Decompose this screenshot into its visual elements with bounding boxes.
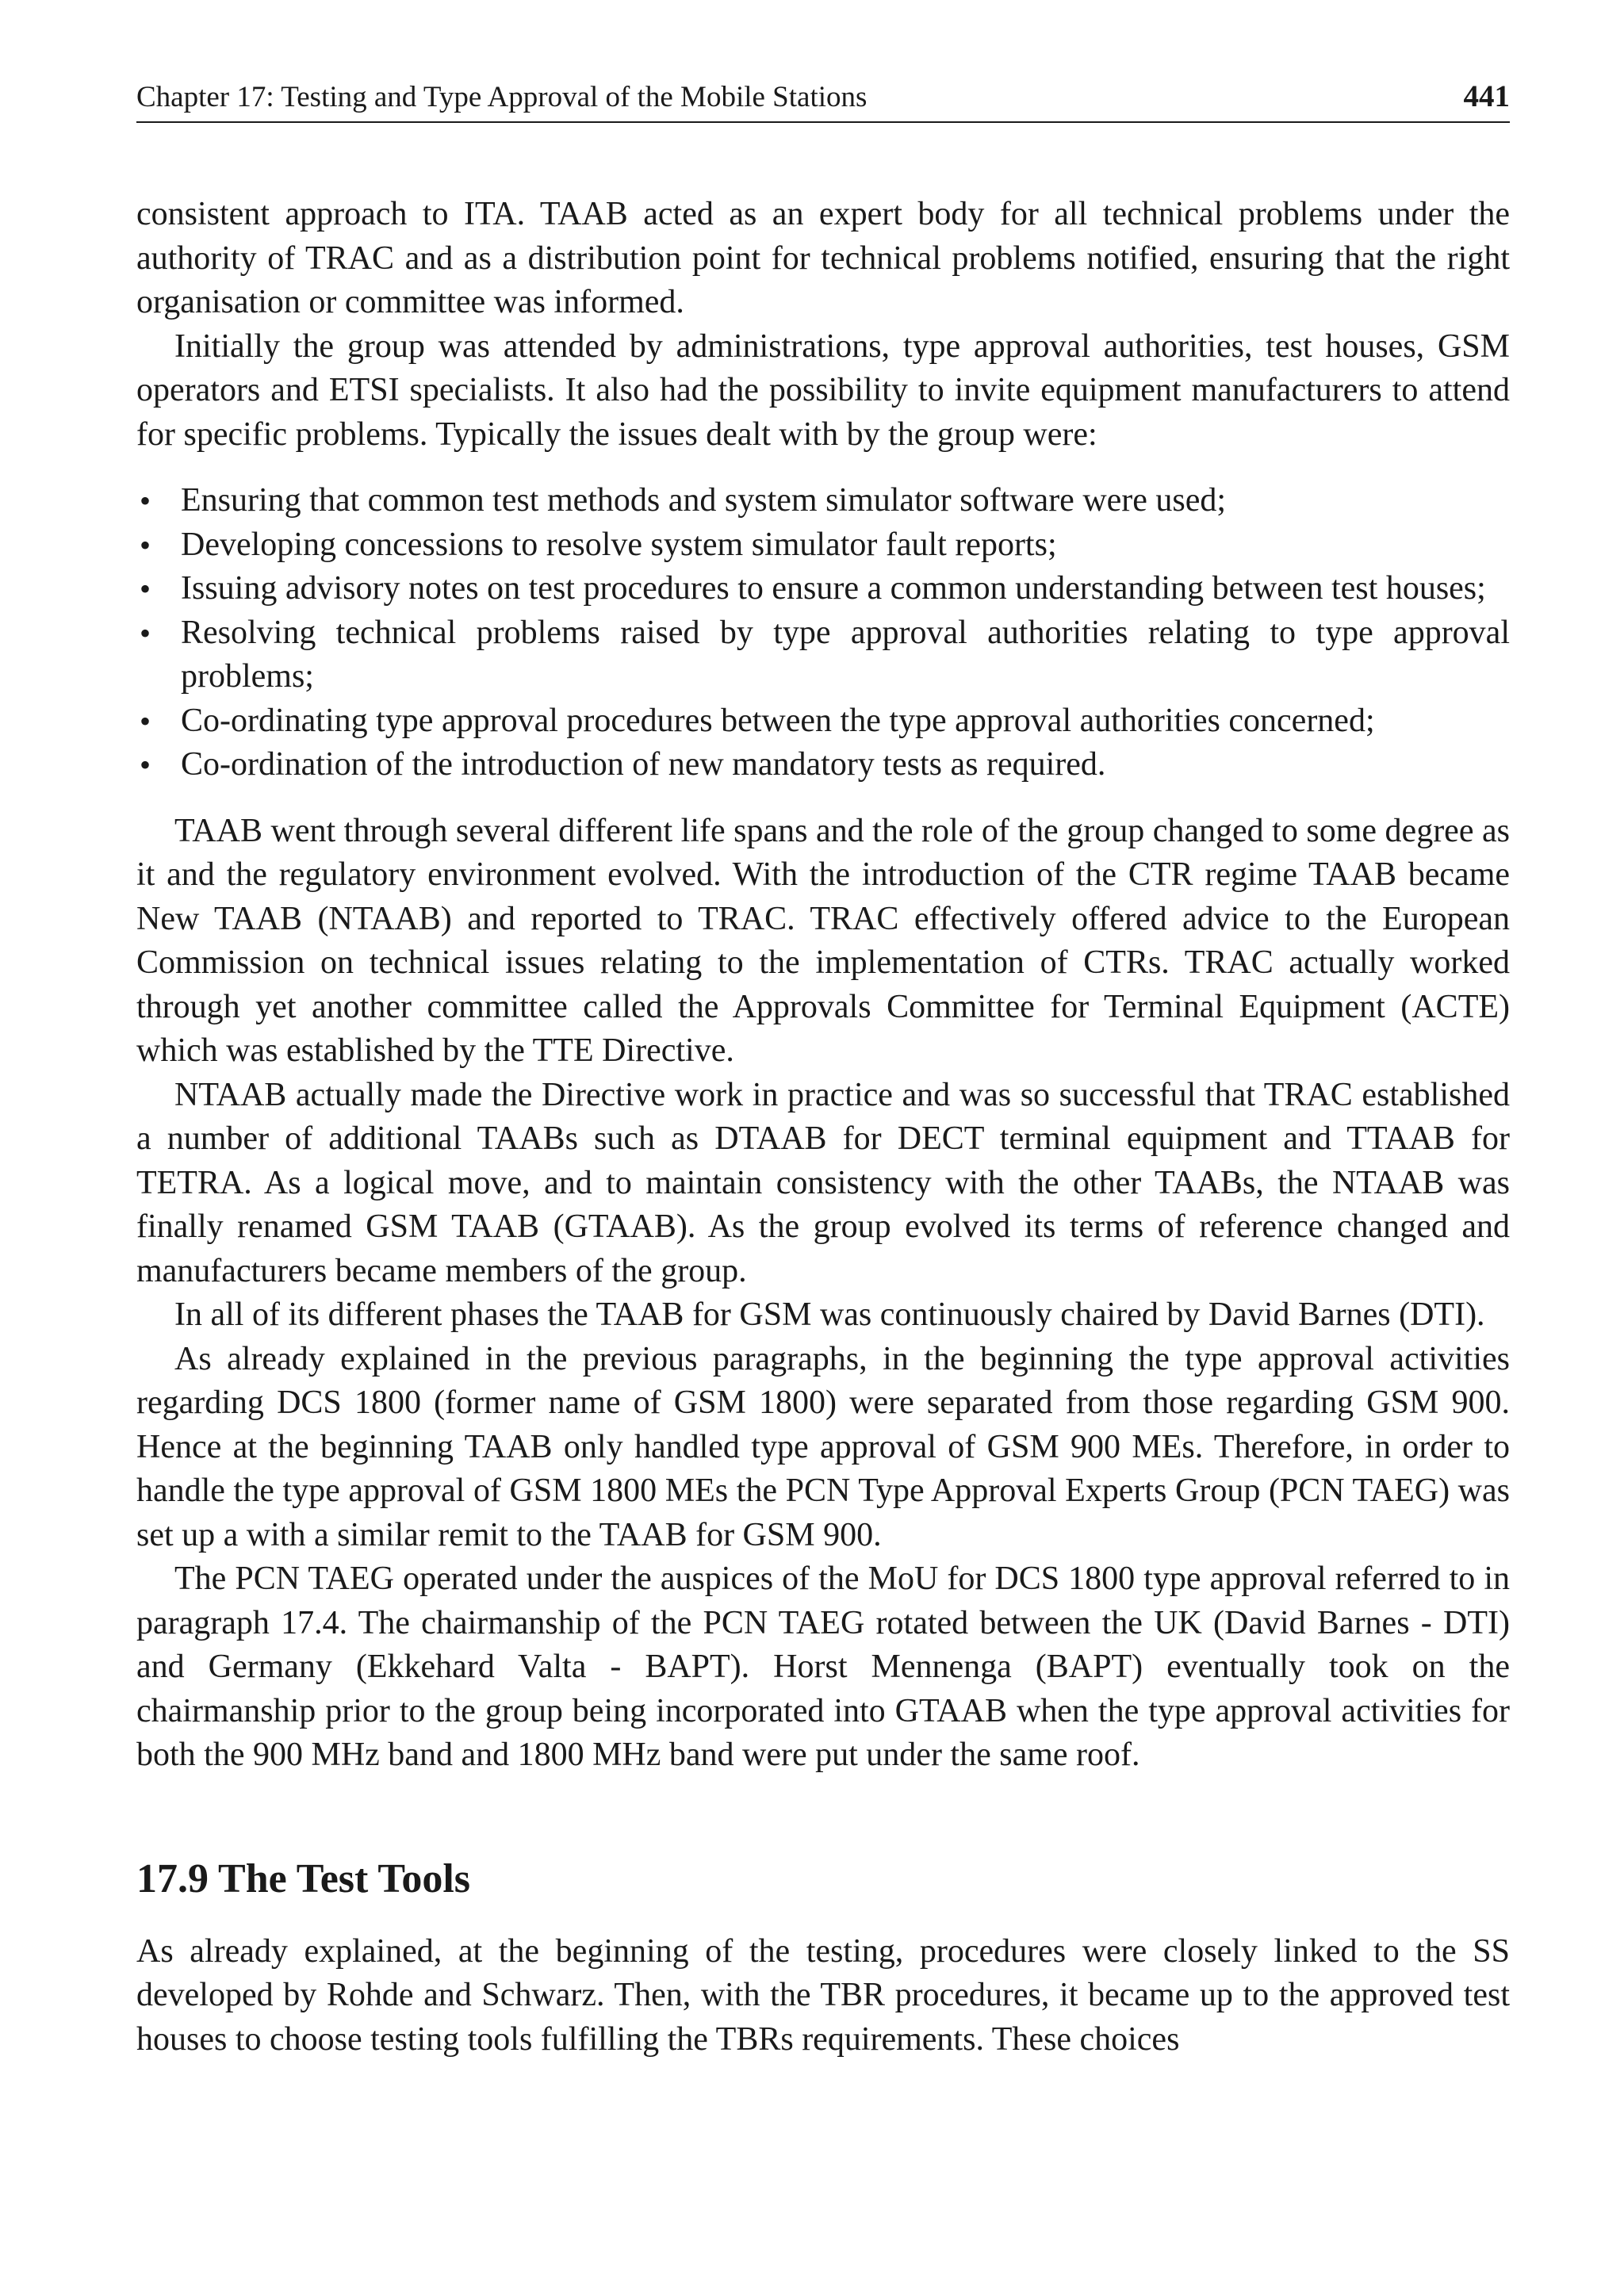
section-heading: 17.9 The Test Tools: [136, 1855, 471, 1901]
paragraph: In all of its different phases the TAAB for GSM was continuously chaired by David Barnes (DTI).: [174, 1296, 1485, 1333]
issues-list: [136, 479, 1510, 787]
paragraph: consistent approach to ITA. TAAB acted as an expert body for all technical problems under the authority of TRAC and as a distribution point for technical problems notified, ensuring that the right organisation or committee was informed.: [136, 196, 1510, 320]
bullet-icon: •: [140, 615, 151, 651]
paragraph: The PCN TAEG operated under the auspices of the MoU for DCS 1800 type approval referred to in paragraph 17.4. The chairmanship of the PCN TAEG rotated between the UK (David Barnes - DTI) and Germany (Ekkehard Valta - BAPT). Horst Mennenga (BAPT) eventually took on the chairmanship prior to the group being incorporated into GTAAB when the type approval activities for both the 900 MHz band and 1800 MHz band were put under the same roof.: [136, 1560, 1510, 1773]
bullet-icon: •: [140, 747, 151, 783]
list-item: • Issuing advisory notes on test procedures to ensure a common understanding between test houses;: [136, 567, 1510, 611]
paragraph: NTAAB actually made the Directive work in practice and was so successful that TRAC established a number of additional TAABs such as DTAAB for DECT terminal equipment and TTAAB for TETRA. As a logical move, and to maintain consistency with the other TAABs, the NTAAB was finally renamed GSM TAAB (GTAAB). As the group evolved its terms of reference changed and manufacturers became members of the group.: [136, 1076, 1510, 1289]
page-number: 441: [1463, 79, 1510, 113]
list-item: • Co-ordination of the introduction of new mandatory tests as required.: [136, 743, 1510, 787]
bullet-icon: •: [140, 527, 151, 563]
book-page: [136, 79, 1510, 2062]
chapter-title: Chapter 17: Testing and Type Approval of the Mobile Stations: [136, 81, 868, 113]
paragraph: TAAB went through several different life spans and the role of the group changed to some degree as it and the regulatory environment evolved. With the introduction of the CTR regime TAAB became New TAAB (NTAAB) and reported to TRAC. TRAC effectively offered advice to the European Commission on technical issues relating to the implementation of CTRs. TRAC actually worked through yet another committee called the Approvals Committee for Terminal Equipment (ACTE) which was established by the TTE Directive.: [136, 812, 1510, 1069]
running-header: [136, 79, 1510, 123]
bullet-icon: •: [140, 571, 151, 607]
bullet-icon: •: [140, 703, 151, 739]
paragraph: As already explained in the previous paragraphs, in the beginning the type approval activities regarding DCS 1800 (former name of GSM 1800) were separated from those regarding GSM 900. Hence at the beginning TAAB only handled type approval of GSM 900 MEs. Therefore, in order to handle the type approval of GSM 1800 MEs the PCN Type Approval Experts Group (PCN TAEG) was set up a with a similar remit to the TAAB for GSM 900.: [136, 1340, 1510, 1553]
list-item: • Ensuring that common test methods and system simulator software were used;: [136, 479, 1510, 523]
list-item: • Developing concessions to resolve system simulator fault reports;: [136, 523, 1510, 568]
paragraph: Initially the group was attended by administrations, type approval authorities, test houses, GSM operators and ETSI specialists. It also had the possibility to invite equipment manufacturers to attend for specific problems. Typically the issues dealt with by the group were:: [136, 327, 1510, 453]
paragraph: As already explained, at the beginning of the testing, procedures were closely linked to the SS developed by Rohde and Schwarz. Then, with the TBR procedures, it became up to the approved test houses to choose testing tools fulfilling the TBRs requirements. These choices: [136, 1932, 1510, 2058]
list-item: • Co-ordinating type approval procedures between the type approval authorities concerned;: [136, 699, 1510, 744]
body-text: [136, 193, 1510, 2062]
list-item: • Resolving technical problems raised by type approval authorities relating to type approval problems;: [136, 611, 1510, 699]
bullet-icon: •: [140, 483, 151, 519]
